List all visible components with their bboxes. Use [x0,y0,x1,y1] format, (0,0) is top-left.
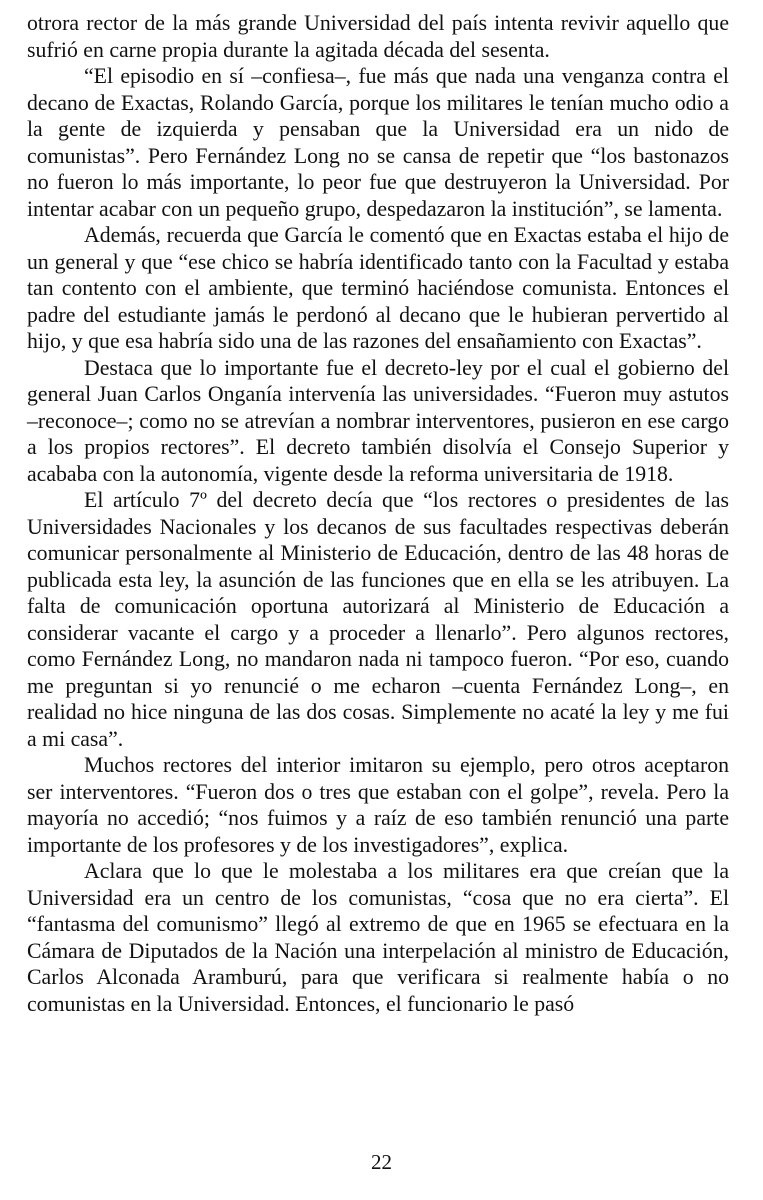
paragraph-3: Además, recuerda que García le comentó que en Exactas estaba el hijo de un general y que “ese chico se habría identificado tanto con la Facultad y estaba tan contento con el ambiente, que terminó haciéndose comunista. Entonces el padre del estudiante jamás le perdonó al decano que le hubieran pervertido al hijo, y que esa habría sido una de las razones del ensañamiento con Exactas”. [27,223,729,353]
page-number: 22 [371,1150,392,1174]
paragraph-1: otrora rector de la más grande Universidad del país intenta revivir aquello que sufrió en carne propia durante la agitada década del sesenta. [27,11,729,62]
paragraph-5: El artículo 7º del decreto decía que “los rectores o presidentes de las Universidades Nacionales y los decanos de sus facultades respectivas deberán comunicar personalmente al Ministerio de Educación, dentro de las 48 horas de publicada esta ley, la asunción de las funciones que en ella se les atribuyen. La falta de comunicación oportuna autorizará al Ministerio de Educación a considerar vacante el cargo y a proceder a llenarlo”. Pero algunos rectores, como Fernández Long, no mandaron nada ni tampoco fueron. “Por eso, cuando me preguntan si yo renuncié o me echaron –cuenta Fernández Long–, en realidad no hice ninguna de las dos cosas. Simplemente no acaté la ley y me fui a mi casa”. [27,488,729,751]
paragraph-4: Destaca que lo importante fue el decreto-ley por el cual el gobierno del general Juan Carlos Onganía intervenía las universidades. “Fueron muy astutos –reconoce–; como no se atrevían a nombrar interventores, pusieron en ese cargo a los propios rectores”. El decreto también disolvía el Consejo Superior y acababa con la autonomía, vigente desde la reforma universitaria de 1918. [27,355,729,486]
paragraph-2: “El episodio en sí –confiesa–, fue más que nada una venganza contra el decano de Exactas, Rolando García, porque los militares le tenían mucho odio a la gente de izquierda y pensaban que la Universidad era un nido de comunistas”. Pero Fernández Long no se cansa de repetir que “los bastonazos no fueron lo más importante, lo peor fue que destruyeron la Universidad. Por intentar acabar con un pequeño grupo, despedazaron la institución”, se lamenta. [27,64,729,221]
paragraph-6: Muchos rectores del interior imitaron su ejemplo, pero otros aceptaron ser interventores. “Fueron dos o tres que estaban con el golpe”, revela. Pero la mayoría no accedió; “nos fuimos y a raíz de eso también renunció una parte importante de los profesores y de los investigadores”, explica. [27,753,729,857]
body-text [27,10,729,1017]
paragraph-7: Aclara que lo que le molestaba a los militares era que creían que la Universidad era un centro de los comunistas, “cosa que no era cierta”. El “fantasma del comunismo” llegó al extremo de que en 1965 se efectuara en la Cámara de Diputados de la Nación una interpelación al ministro de Educación, Carlos Alconada Aramburú, para que verificara si realmente había o no comunistas en la Universidad. Entonces, el funcionario le pasó [27,859,729,1016]
